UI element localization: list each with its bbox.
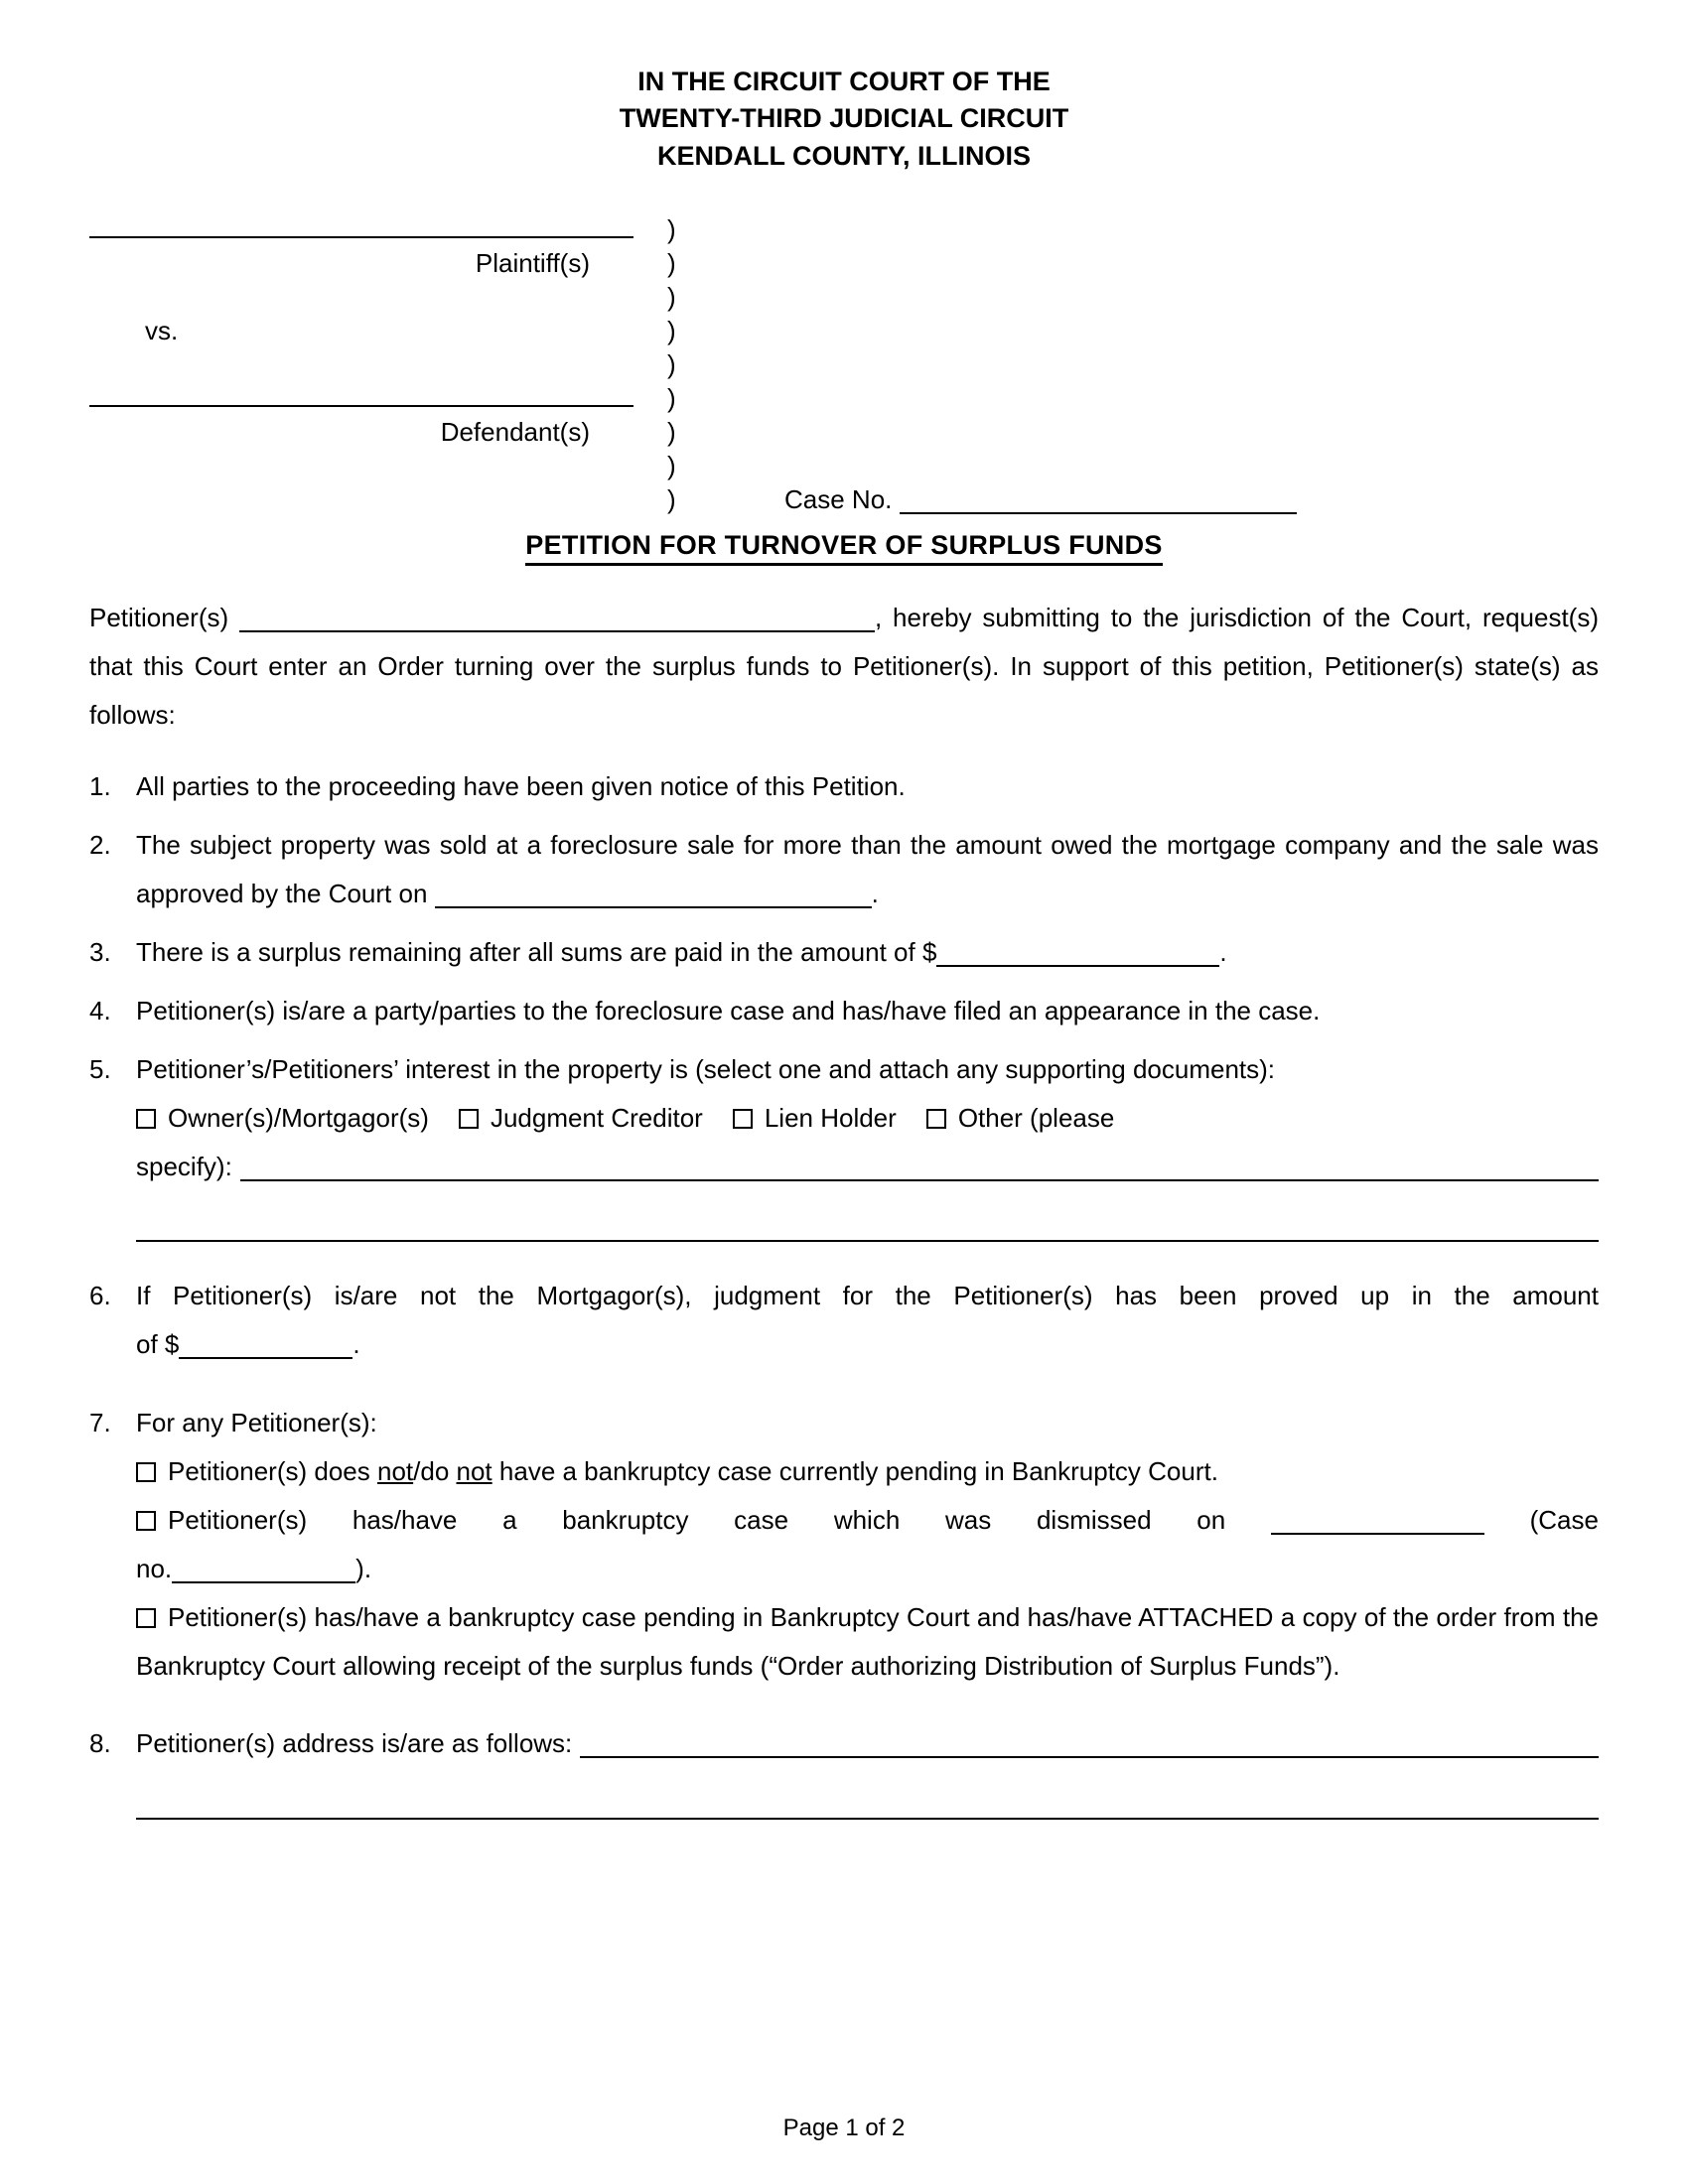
- address-blank-2[interactable]: [136, 1818, 1599, 1820]
- option-no-bankruptcy[interactable]: [136, 1447, 1599, 1496]
- item-8-address-line: [136, 1719, 1599, 1768]
- page-number: Page 1 of 2: [782, 2115, 906, 2141]
- caption-row: [89, 210, 1599, 244]
- item-8: [89, 1719, 1599, 1820]
- caption-paren: ): [667, 383, 676, 414]
- petitioner-name-blank[interactable]: [239, 607, 875, 632]
- caption-row: [89, 480, 1599, 514]
- caption-paren: ): [667, 248, 676, 279]
- item-5-number: 5.: [89, 1053, 111, 1084]
- item-4-text: Petitioner(s) is/are a party/parties to the foreclosure case and has/have filed an appearance in the case.: [136, 995, 1321, 1025]
- item-1-text: All parties to the proceeding have been given notice of this Petition.: [136, 771, 906, 802]
- item-6-line1: If Petitioner(s) is/are not the Mortgagor(s), judgment for the Petitioner(s) has been proved up in the amount: [136, 1281, 1599, 1311]
- defendant-name-blank[interactable]: [89, 405, 633, 407]
- checkbox-owner-mortgagor-icon[interactable]: [136, 1109, 156, 1129]
- court-header-line2: TWENTY-THIRD JUDICIAL CIRCUIT: [619, 103, 1069, 134]
- option-bankruptcy-dismissed-line1: [136, 1496, 1599, 1545]
- checkbox-judgment-creditor-icon[interactable]: [459, 1109, 479, 1129]
- other-specify-blank-1[interactable]: [240, 1156, 1599, 1181]
- option-owner-mortgagor[interactable]: [136, 1103, 429, 1133]
- sale-approval-date-blank[interactable]: [435, 883, 872, 908]
- option-other-label: Other (please: [957, 1102, 1115, 1133]
- checkbox-bankruptcy-pending-icon[interactable]: [136, 1608, 156, 1628]
- option-no-bankruptcy-text-2: /do: [413, 1456, 457, 1486]
- option-no-bankruptcy-not-2: not: [456, 1456, 492, 1486]
- option-judgment-creditor-label: Judgment Creditor: [490, 1102, 703, 1133]
- item-4-number: 4.: [89, 995, 111, 1025]
- option-bankruptcy-pending[interactable]: [136, 1593, 1599, 1691]
- item-2-text: [136, 821, 1599, 918]
- checkbox-other-icon[interactable]: [926, 1109, 946, 1129]
- item-5-text: Petitioner’s/Petitioners’ interest in the property is (select one and attach any supporting documents):: [136, 1053, 1276, 1084]
- caption-row: [89, 345, 1599, 379]
- case-caption: [89, 210, 1599, 514]
- item-2-text-post: .: [871, 879, 879, 909]
- caption-paren: ): [667, 417, 676, 448]
- caption-row: [89, 447, 1599, 480]
- dismissal-case-number-blank[interactable]: [172, 1558, 355, 1583]
- address-blank-1[interactable]: [580, 1732, 1599, 1758]
- defendant-label: Defendant(s): [440, 417, 590, 448]
- option-bankruptcy-dismissed-text-3: no.: [136, 1553, 173, 1583]
- item-6-line2-pre: of $: [136, 1329, 180, 1360]
- item-7-number: 7.: [89, 1408, 111, 1438]
- court-header: [89, 64, 1599, 175]
- item-2-text-pre: The subject property was sold at a foreclosure sale for more than the amount owed the mortgage company and the sale was approved by the Court on: [136, 830, 1599, 909]
- caption-row: [89, 413, 1599, 447]
- item-8-number: 8.: [89, 1728, 111, 1759]
- caption-paren: ): [667, 349, 676, 380]
- item-6-line2-post: .: [352, 1329, 360, 1360]
- item-3-text-pre: There is a surplus remaining after all sums are paid in the amount of $: [136, 937, 937, 967]
- option-lien-holder[interactable]: [733, 1103, 897, 1133]
- option-no-bankruptcy-text-3: have a bankruptcy case currently pending in Bankruptcy Court.: [492, 1456, 1218, 1486]
- caption-row: [89, 244, 1599, 278]
- judgment-amount-blank[interactable]: [179, 1333, 352, 1359]
- dismissal-date-blank[interactable]: [1271, 1509, 1484, 1535]
- item-1-number: 1.: [89, 771, 111, 802]
- item-6: [89, 1272, 1599, 1369]
- item-5: [89, 1045, 1599, 1243]
- checkbox-bankruptcy-dismissed-icon[interactable]: [136, 1511, 156, 1531]
- option-lien-holder-label: Lien Holder: [764, 1102, 897, 1133]
- option-bankruptcy-pending-text: Petitioner(s) has/have a bankruptcy case pending in Bankruptcy Court and has/have ATTACHED a copy of the order from the Bankruptcy Court allowing receipt of the surplus funds (“Order authorizing Distribution of Surplus Funds”).: [136, 1601, 1599, 1681]
- item-6-number: 6.: [89, 1281, 111, 1311]
- intro-paragraph: [89, 594, 1599, 740]
- caption-paren: ): [667, 214, 676, 245]
- item-4: [89, 987, 1599, 1035]
- item-3-text: [136, 928, 1599, 977]
- item-1: [89, 762, 1599, 811]
- plaintiff-name-blank[interactable]: [89, 236, 633, 238]
- other-specify-blank-2[interactable]: [136, 1240, 1599, 1242]
- item-6-line2: [136, 1320, 1599, 1369]
- item-3-number: 3.: [89, 937, 111, 967]
- caption-paren: ): [667, 484, 676, 515]
- intro-lead: Petitioner(s): [89, 602, 229, 632]
- caption-row: [89, 312, 1599, 345]
- option-bankruptcy-dismissed-text-1: Petitioner(s) has/have a bankruptcy case which was dismissed on: [168, 1504, 1226, 1535]
- option-bankruptcy-dismissed[interactable]: [136, 1496, 1599, 1593]
- item-3: [89, 928, 1599, 977]
- plaintiff-label: Plaintiff(s): [475, 248, 590, 279]
- item-2: [89, 821, 1599, 918]
- option-owner-mortgagor-label: Owner(s)/Mortgagor(s): [168, 1102, 429, 1133]
- court-header-line1: IN THE CIRCUIT COURT OF THE: [637, 67, 1051, 96]
- item-5-options: [136, 1094, 1599, 1143]
- address-label: Petitioner(s) address is/are as follows:: [136, 1728, 573, 1759]
- petition-items: [89, 762, 1599, 1820]
- intro-tail: , hereby submitting to the jurisdiction of the Court, request(s) that this Court enter an Order turning over the surplus funds to Petitioner(s). In support of this petition, Petitioner(s) state(s) as follows:: [89, 602, 1599, 730]
- surplus-amount-blank[interactable]: [936, 941, 1219, 967]
- checkbox-no-bankruptcy-icon[interactable]: [136, 1462, 156, 1482]
- court-header-line3: KENDALL COUNTY, ILLINOIS: [656, 140, 1031, 171]
- case-number-line: [755, 485, 1599, 514]
- specify-label: specify):: [136, 1151, 232, 1181]
- item-3-text-post: .: [1219, 937, 1227, 967]
- case-number-label: Case No.: [784, 483, 893, 514]
- caption-paren: ): [667, 316, 676, 346]
- option-judgment-creditor[interactable]: [459, 1103, 703, 1133]
- caption-row: [89, 379, 1599, 413]
- option-no-bankruptcy-text-1: Petitioner(s) does: [168, 1456, 377, 1486]
- caption-paren: ): [667, 282, 676, 313]
- vs-label: vs.: [145, 316, 179, 346]
- option-bankruptcy-dismissed-text-2: (Case: [1529, 1504, 1599, 1535]
- option-no-bankruptcy-not-1: not: [376, 1456, 414, 1486]
- document-title-text: PETITION FOR TURNOVER OF SURPLUS FUNDS: [525, 530, 1162, 566]
- item-7-text: For any Petitioner(s):: [136, 1408, 377, 1438]
- option-bankruptcy-dismissed-line2: [136, 1545, 1599, 1593]
- option-bankruptcy-dismissed-text-4: ).: [355, 1553, 372, 1583]
- caption-row: [89, 278, 1599, 312]
- option-other[interactable]: [926, 1103, 1115, 1133]
- item-7: [89, 1399, 1599, 1690]
- item-5-specify-line: [136, 1143, 1599, 1191]
- document-title: [89, 530, 1599, 566]
- checkbox-lien-holder-icon[interactable]: [733, 1109, 753, 1129]
- item-2-number: 2.: [89, 830, 111, 861]
- caption-paren: ): [667, 451, 676, 481]
- case-number-blank[interactable]: [900, 488, 1297, 514]
